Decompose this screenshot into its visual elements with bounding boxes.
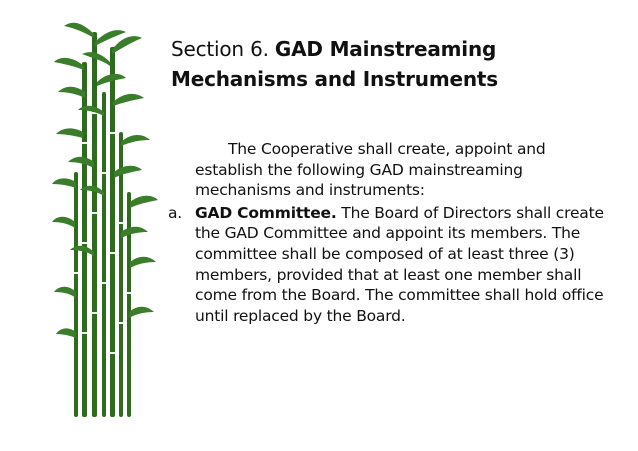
intro-paragraph: The Cooperative shall create, appoint and establish the following GAD mainstreaming mechanisms and instruments: — [195, 140, 546, 200]
list-item-heading: GAD Committee. — [195, 203, 337, 222]
section-heading: GAD Mainstreaming Mechanisms and Instruments — [171, 37, 498, 91]
list-item — [168, 203, 613, 327]
list-item-text: The Board of Directors shall create the GAD Committee and appoint its members. The committee shall be composed of at least three (3) members, provided that at least one member shall come from the Board. The committee shall hold office until replaced by the Board. — [195, 203, 604, 325]
section-body — [168, 139, 613, 326]
bamboo-illustration — [52, 22, 162, 422]
section-title — [171, 34, 611, 94]
list-item-marker: a. — [168, 203, 183, 222]
section-prefix: Section 6. — [171, 37, 269, 61]
bamboo-stalks — [74, 32, 131, 417]
